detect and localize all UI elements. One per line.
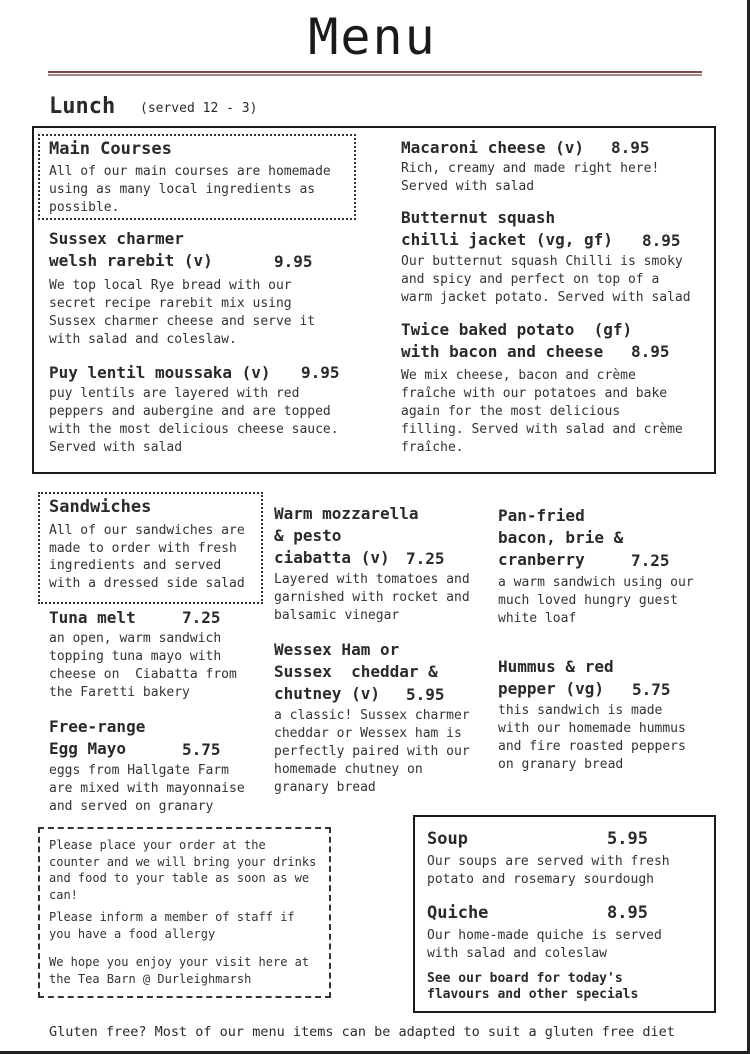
menu-item-price: 5.95 bbox=[607, 829, 648, 849]
menu-item-price: 7.25 bbox=[182, 608, 221, 627]
title-divider bbox=[48, 71, 702, 76]
menu-item-name: Macaroni cheese (v) bbox=[401, 138, 585, 157]
menu-item-price: 8.95 bbox=[607, 903, 648, 923]
menu-item-name: Free-range Egg Mayo bbox=[49, 717, 146, 758]
main-courses-heading: Main Courses bbox=[49, 139, 172, 159]
menu-item-price: 8.95 bbox=[642, 231, 681, 250]
menu-item-price: 9.95 bbox=[301, 363, 340, 382]
menu-item-desc: We top local Rye bread with our secret recipe rarebit mix using Sussex charmer cheese and serve it with salad and coleslaw. bbox=[49, 278, 316, 347]
note-welcome: We hope you enjoy your visit here at the Tea Barn @ Durleighmarsh bbox=[49, 955, 310, 986]
menu-item-desc: a warm sandwich using our much loved hungry guest white loaf bbox=[498, 575, 694, 626]
menu-item-desc: Our home-made quiche is served with salad and coleslaw bbox=[427, 928, 662, 961]
menu-item-name: Quiche bbox=[427, 903, 489, 923]
menu-item-desc: Our butternut squash Chilli is smoky and spicy and perfect on top of a warm jacket potato. Served with salad bbox=[401, 254, 691, 305]
menu-item-name: Butternut squash chilli jacket (vg, gf) bbox=[401, 208, 613, 249]
menu-item-desc: Rich, creamy and made right here! Served with salad bbox=[401, 161, 660, 194]
menu-item-price: 5.75 bbox=[182, 740, 221, 759]
menu-item-name: Pan-fried bacon, brie & cranberry bbox=[498, 506, 624, 569]
menu-item-price: 8.95 bbox=[611, 138, 650, 157]
menu-item-price: 8.95 bbox=[631, 342, 670, 361]
menu-item-price: 9.95 bbox=[274, 252, 313, 271]
menu-item-price: 5.95 bbox=[406, 685, 445, 704]
menu-item-price: 5.75 bbox=[632, 680, 671, 699]
specials-note: See our board for today's flavours and other specials bbox=[427, 971, 639, 1002]
main-courses-intro: All of our main courses are homemade using as many local ingredients as possible. bbox=[49, 164, 331, 215]
sandwiches-intro: All of our sandwiches are made to order with fresh ingredients and served with a dressed side salad bbox=[49, 523, 245, 591]
menu-item-desc: a classic! Sussex charmer cheddar or Wessex ham is perfectly paired with our homemade chutney on granary bread bbox=[274, 708, 470, 795]
lunch-served-times: (served 12 - 3) bbox=[140, 101, 258, 116]
note-allergy: Please inform a member of staff if you have a food allergy bbox=[49, 910, 295, 941]
menu-item-desc: an open, warm sandwich topping tuna mayo with cheese on Ciabatta from the Faretti bakery bbox=[49, 631, 237, 700]
gluten-free-footer: Gluten free? Most of our menu items can be adapted to suit a gluten free diet bbox=[49, 1024, 675, 1040]
menu-item-name: Tuna melt bbox=[49, 608, 136, 627]
menu-item-price: 7.25 bbox=[406, 549, 445, 568]
page-title: Menu bbox=[308, 8, 437, 66]
note-ordering: Please place your order at the counter and we will bring your drinks and food to your table as soon as we can! bbox=[49, 838, 317, 902]
lunch-heading: Lunch bbox=[49, 94, 116, 119]
menu-item-name: Soup bbox=[427, 829, 468, 849]
menu-item-desc: eggs from Hallgate Farm are mixed with mayonnaise and served on granary bbox=[49, 763, 245, 814]
menu-item-desc: this sandwich is made with our homemade hummus and fire roasted peppers on granary bread bbox=[498, 703, 686, 772]
menu-item-desc: Our soups are served with fresh potato and rosemary sourdough bbox=[427, 854, 670, 887]
menu-item-name: Hummus & red pepper (vg) bbox=[498, 657, 614, 698]
menu-item-name: Sussex charmer welsh rarebit (v) bbox=[49, 229, 213, 270]
menu-item-name: Wessex Ham or Sussex cheddar & chutney (v) bbox=[274, 640, 438, 703]
menu-item-price: 7.25 bbox=[631, 551, 670, 570]
menu-item-desc: Layered with tomatoes and garnished with rocket and balsamic vinegar bbox=[274, 572, 470, 623]
menu-item-desc: We mix cheese, bacon and crème fraîche with our potatoes and bake again for the most delicious filling. Served with salad and crème fraîche. bbox=[401, 368, 683, 455]
menu-item-name: Warm mozzarella & pesto ciabatta (v) bbox=[274, 504, 419, 567]
menu-item-desc: puy lentils are layered with red peppers and aubergine and are topped with the most delicious cheese sauce. Served with salad bbox=[49, 386, 339, 455]
sandwiches-heading: Sandwiches bbox=[49, 497, 152, 517]
menu-item-name: Twice baked potato (gf) with bacon and cheese bbox=[401, 320, 633, 361]
menu-item-name: Puy lentil moussaka (v) bbox=[49, 363, 271, 382]
